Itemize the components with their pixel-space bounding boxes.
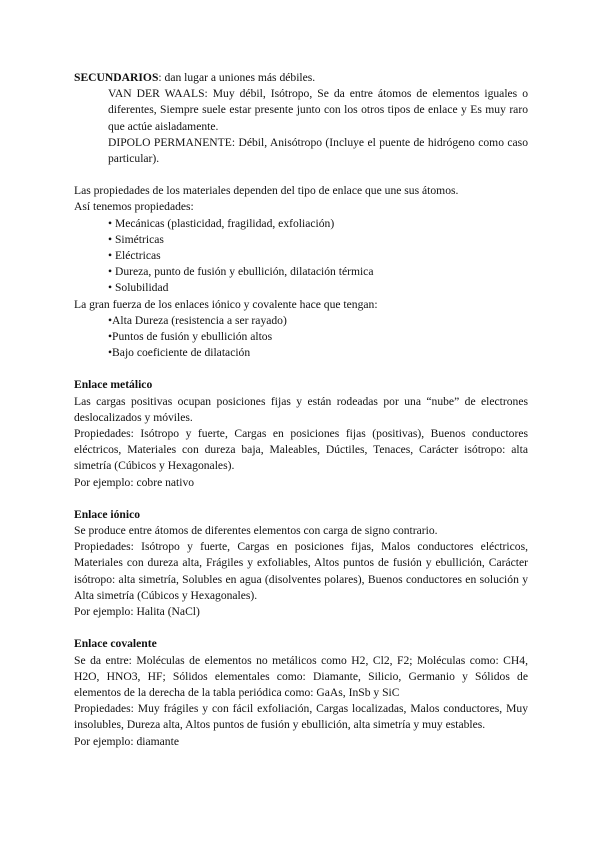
fuerza-item: •Bajo coeficiente de dilatación — [108, 346, 251, 360]
propiedades-item: • Mecánicas (plasticidad, fragilidad, exfoliación) — [108, 216, 335, 230]
propiedades-item: • Dureza, punto de fusión y ebullición, dilatación térmica — [108, 265, 374, 279]
covalente-properties: Propiedades: Muy frágiles y con fácil exfoliación, Cargas localizadas, Malos conductores, Muy insolubles, Dureza alta, Altos puntos de fusión y ebullición, alta simetría y muy estables. — [74, 702, 528, 732]
fuerza-item: •Puntos de fusión y ebullición altos — [108, 330, 273, 344]
covalente-description: Se da entre: Moléculas de elementos no metálicos como H2, Cl2, F2; Moléculas como: CH4, H2O, HNO3, HF; Sólidos elementales como: Diamante, Silicio, Germanio y Sólidos de elementos de la derecha de la tabla periódica como: GaAs, InSb y SiC — [74, 653, 528, 699]
document-content — [74, 70, 528, 750]
van-der-waals-paragraph: VAN DER WAALS: Muy débil, Isótropo, Se da entre átomos de elementos iguales o diferentes, Siempre suele estar presente junto con los otros tipos de enlace y Es muy raro que actúe aisladamente. — [108, 87, 528, 133]
secundarios-rest: : dan lugar a uniones más débiles. — [158, 71, 316, 84]
fuerza-intro: La gran fuerza de los enlaces iónico y covalente hace que tengan: — [74, 297, 378, 311]
fuerza-item: •Alta Dureza (resistencia a ser rayado) — [108, 313, 287, 327]
covalente-example: Por ejemplo: diamante — [74, 734, 179, 748]
secundarios-line — [74, 70, 528, 86]
propiedades-item: • Solubilidad — [108, 281, 169, 295]
metalico-description: Las cargas positivas ocupan posiciones fijas y están rodeadas por una “nube” de electrones deslocalizados y móviles. — [74, 394, 528, 424]
ionico-description: Se produce entre átomos de diferentes elementos con carga de signo contrario. — [74, 524, 438, 538]
dipolo-paragraph: DIPOLO PERMANENTE: Débil, Anisótropo (Incluye el puente de hidrógeno como caso particular). — [108, 135, 528, 166]
propiedades-intro-2: Así tenemos propiedades: — [74, 200, 194, 214]
secundarios-label: SECUNDARIOS — [74, 71, 159, 84]
metalico-example: Por ejemplo: cobre nativo — [74, 475, 195, 489]
metalico-heading: Enlace metálico — [74, 378, 153, 392]
metalico-properties: Propiedades: Isótropo y fuerte, Cargas en posiciones fijas (positivas), Buenos conductores eléctricos, Materiales con dureza baja, Maleables, Dúctiles, Tenaces, Carácter isótropo: alta simetría (Cúbicos y Hexagonales). — [74, 427, 528, 473]
ionico-heading: Enlace iónico — [74, 507, 141, 521]
ionico-example: Por ejemplo: Halita (NaCl) — [74, 605, 200, 619]
ionico-properties: Propiedades: Isótropo y fuerte, Cargas en posiciones fijas, Malos conductores eléctricos, Materiales con dureza alta, Frágiles y exfoliables, Altos puntos de fusión y ebullición, Carácter isótropo: alta simetría, Solubles en agua (disolventes polares), Buenos conductores en solución y Alta simetría (Cúbicos y Hexagonales). — [74, 540, 528, 602]
propiedades-item: • Eléctricas — [108, 249, 161, 263]
covalente-heading: Enlace covalente — [74, 637, 157, 651]
propiedades-intro: Las propiedades de los materiales dependen del tipo de enlace que une sus átomos. — [74, 184, 459, 198]
propiedades-item: • Simétricas — [108, 232, 164, 246]
